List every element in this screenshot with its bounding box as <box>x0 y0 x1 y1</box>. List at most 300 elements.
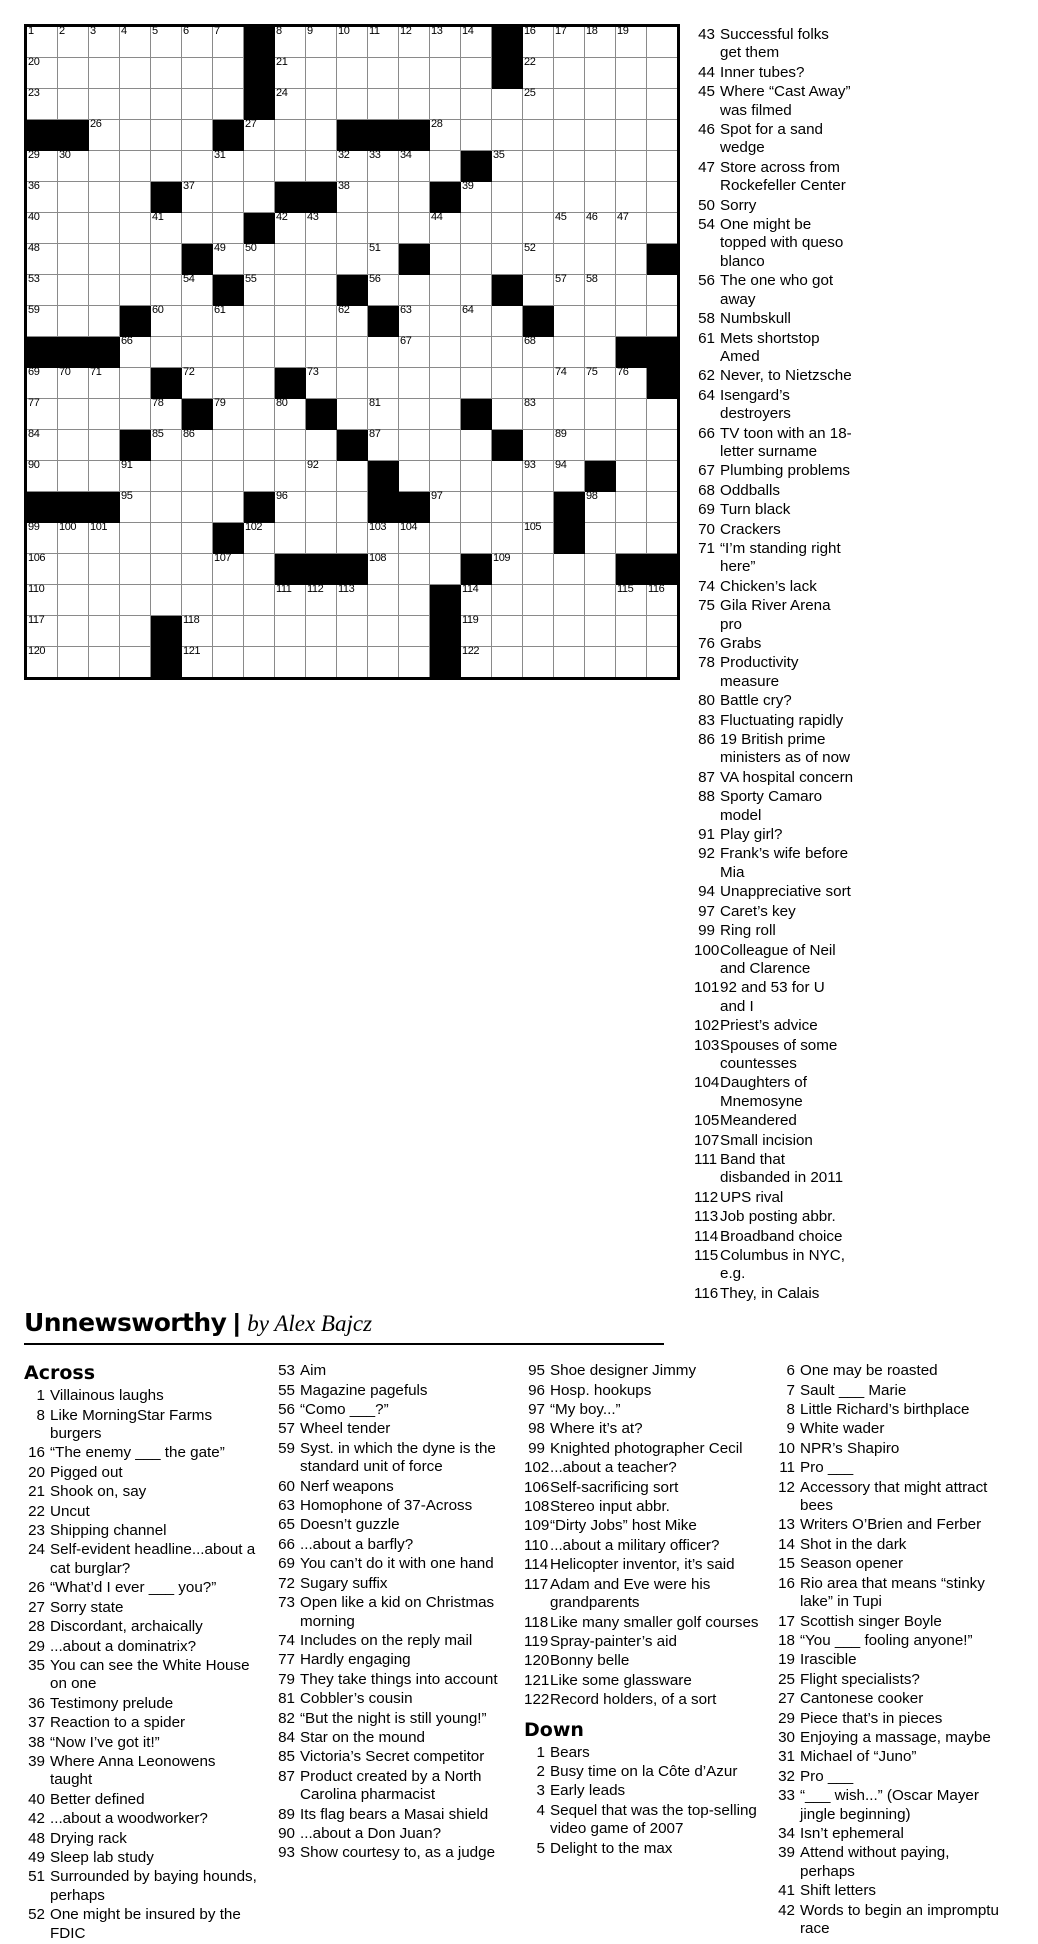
grid-cell[interactable] <box>368 89 399 120</box>
grid-cell[interactable] <box>213 647 244 679</box>
grid-cell[interactable] <box>213 306 244 337</box>
grid-cell[interactable] <box>306 461 337 492</box>
clue-item[interactable] <box>274 1729 510 1747</box>
grid-cell[interactable] <box>151 523 182 554</box>
grid-cell[interactable] <box>492 151 523 182</box>
grid-cell[interactable] <box>368 554 399 585</box>
grid-cell[interactable] <box>337 492 368 523</box>
grid-cell[interactable] <box>616 244 647 275</box>
grid-cell[interactable] <box>58 430 89 461</box>
grid-cell[interactable] <box>182 616 213 647</box>
clue-item[interactable] <box>694 310 854 328</box>
clue-item[interactable] <box>524 1498 760 1516</box>
grid-cell[interactable] <box>461 182 492 213</box>
clue-item[interactable] <box>694 769 854 787</box>
grid-cell[interactable] <box>399 399 430 430</box>
grid-cell[interactable] <box>399 461 430 492</box>
grid-cell[interactable] <box>26 430 58 461</box>
grid-cell[interactable] <box>89 89 120 120</box>
clue-item[interactable] <box>274 1671 510 1689</box>
grid-cell[interactable] <box>120 244 151 275</box>
grid-cell[interactable] <box>616 306 647 337</box>
grid-cell[interactable] <box>430 58 461 89</box>
clue-item[interactable] <box>694 635 854 653</box>
grid-cell[interactable] <box>368 244 399 275</box>
grid-cell[interactable] <box>523 244 554 275</box>
clue-item[interactable] <box>694 692 854 710</box>
grid-cell[interactable] <box>585 492 616 523</box>
grid-cell[interactable] <box>306 647 337 679</box>
grid-cell[interactable] <box>585 89 616 120</box>
grid-cell[interactable] <box>58 89 89 120</box>
grid-cell[interactable] <box>616 647 647 679</box>
grid-cell[interactable] <box>244 182 275 213</box>
grid-cell[interactable] <box>244 244 275 275</box>
clue-item[interactable] <box>774 1729 1002 1747</box>
grid-cell[interactable] <box>523 151 554 182</box>
grid-cell[interactable] <box>647 120 679 151</box>
grid-cell[interactable] <box>306 213 337 244</box>
grid-cell[interactable] <box>616 616 647 647</box>
grid-cell[interactable] <box>275 585 306 616</box>
grid-cell[interactable] <box>89 306 120 337</box>
clue-item[interactable] <box>524 1362 760 1380</box>
grid-cell[interactable] <box>647 585 679 616</box>
grid-cell[interactable] <box>89 616 120 647</box>
grid-cell[interactable] <box>523 430 554 461</box>
grid-cell[interactable] <box>89 26 120 58</box>
clue-item[interactable] <box>274 1516 510 1534</box>
grid-cell[interactable] <box>647 461 679 492</box>
grid-cell[interactable] <box>523 492 554 523</box>
grid-cell[interactable] <box>616 151 647 182</box>
clue-item[interactable] <box>774 1382 1002 1400</box>
grid-cell[interactable] <box>461 58 492 89</box>
grid-cell[interactable] <box>585 523 616 554</box>
clue-item[interactable] <box>774 1671 1002 1689</box>
clue-item[interactable] <box>774 1575 1002 1612</box>
grid-cell[interactable] <box>585 182 616 213</box>
grid-cell[interactable] <box>151 430 182 461</box>
grid-cell[interactable] <box>523 89 554 120</box>
grid-cell[interactable] <box>151 585 182 616</box>
clue-item[interactable] <box>24 1657 260 1694</box>
grid-cell[interactable] <box>554 368 585 399</box>
grid-cell[interactable] <box>368 647 399 679</box>
grid-cell[interactable] <box>89 151 120 182</box>
grid-cell[interactable] <box>275 647 306 679</box>
clue-item[interactable] <box>694 1285 854 1303</box>
grid-cell[interactable] <box>492 616 523 647</box>
grid-cell[interactable] <box>151 244 182 275</box>
grid-cell[interactable] <box>58 368 89 399</box>
grid-cell[interactable] <box>58 58 89 89</box>
grid-cell[interactable] <box>337 368 368 399</box>
grid-cell[interactable] <box>213 213 244 244</box>
clue-item[interactable] <box>694 216 854 271</box>
grid-cell[interactable] <box>585 585 616 616</box>
grid-cell[interactable] <box>337 89 368 120</box>
grid-cell[interactable] <box>120 399 151 430</box>
grid-cell[interactable] <box>430 461 461 492</box>
clue-item[interactable] <box>694 1017 854 1035</box>
grid-cell[interactable] <box>58 523 89 554</box>
grid-cell[interactable] <box>430 213 461 244</box>
grid-cell[interactable] <box>399 585 430 616</box>
grid-cell[interactable] <box>399 26 430 58</box>
grid-cell[interactable] <box>461 306 492 337</box>
grid-cell[interactable] <box>182 337 213 368</box>
grid-cell[interactable] <box>182 585 213 616</box>
clue-item[interactable] <box>694 979 854 1016</box>
grid-cell[interactable] <box>26 244 58 275</box>
clue-item[interactable] <box>24 1503 260 1521</box>
grid-cell[interactable] <box>58 213 89 244</box>
grid-cell[interactable] <box>213 585 244 616</box>
grid-cell[interactable] <box>213 182 244 213</box>
grid-cell[interactable] <box>523 616 554 647</box>
grid-cell[interactable] <box>26 523 58 554</box>
grid-cell[interactable] <box>306 337 337 368</box>
clue-item[interactable] <box>774 1748 1002 1766</box>
grid-cell[interactable] <box>89 399 120 430</box>
grid-cell[interactable] <box>337 213 368 244</box>
clue-item[interactable] <box>694 1151 854 1188</box>
grid-cell[interactable] <box>275 523 306 554</box>
grid-cell[interactable] <box>89 58 120 89</box>
grid-cell[interactable] <box>461 492 492 523</box>
grid-cell[interactable] <box>461 585 492 616</box>
grid-cell[interactable] <box>26 58 58 89</box>
clue-item[interactable] <box>694 482 854 500</box>
grid-cell[interactable] <box>182 461 213 492</box>
grid-cell[interactable] <box>337 151 368 182</box>
clue-item[interactable] <box>694 712 854 730</box>
grid-cell[interactable] <box>58 461 89 492</box>
clue-item[interactable] <box>274 1362 510 1380</box>
grid-cell[interactable] <box>306 492 337 523</box>
clue-item[interactable] <box>694 521 854 539</box>
grid-cell[interactable] <box>58 151 89 182</box>
grid-cell[interactable] <box>585 151 616 182</box>
grid-cell[interactable] <box>523 399 554 430</box>
clue-item[interactable] <box>24 1407 260 1444</box>
grid-cell[interactable] <box>492 213 523 244</box>
grid-cell[interactable] <box>430 151 461 182</box>
grid-cell[interactable] <box>461 616 492 647</box>
clue-item[interactable] <box>774 1768 1002 1786</box>
grid-cell[interactable] <box>399 430 430 461</box>
clue-item[interactable] <box>524 1459 760 1477</box>
clue-item[interactable] <box>274 1420 510 1438</box>
grid-cell[interactable] <box>523 213 554 244</box>
clue-item[interactable] <box>694 501 854 519</box>
grid-cell[interactable] <box>213 337 244 368</box>
grid-cell[interactable] <box>89 213 120 244</box>
grid-cell[interactable] <box>306 244 337 275</box>
grid-cell[interactable] <box>554 399 585 430</box>
grid-cell[interactable] <box>275 89 306 120</box>
grid-cell[interactable] <box>26 647 58 679</box>
grid-cell[interactable] <box>120 461 151 492</box>
clue-item[interactable] <box>774 1882 1002 1900</box>
grid-cell[interactable] <box>585 213 616 244</box>
grid-cell[interactable] <box>492 244 523 275</box>
clue-item[interactable] <box>694 64 854 82</box>
grid-cell[interactable] <box>151 461 182 492</box>
grid-cell[interactable] <box>585 399 616 430</box>
grid-cell[interactable] <box>430 26 461 58</box>
grid-cell[interactable] <box>616 213 647 244</box>
crossword-grid[interactable] <box>24 24 680 680</box>
grid-cell[interactable] <box>554 585 585 616</box>
clue-item[interactable] <box>694 883 854 901</box>
grid-cell[interactable] <box>616 26 647 58</box>
grid-cell[interactable] <box>647 89 679 120</box>
grid-cell[interactable] <box>275 151 306 182</box>
clue-item[interactable] <box>524 1744 760 1762</box>
grid-cell[interactable] <box>182 275 213 306</box>
grid-cell[interactable] <box>275 337 306 368</box>
clue-item[interactable] <box>774 1401 1002 1419</box>
grid-cell[interactable] <box>337 337 368 368</box>
grid-cell[interactable] <box>151 492 182 523</box>
clue-item[interactable] <box>774 1555 1002 1573</box>
grid-cell[interactable] <box>213 492 244 523</box>
grid-cell[interactable] <box>182 430 213 461</box>
grid-cell[interactable] <box>120 368 151 399</box>
clue-item[interactable] <box>694 272 854 309</box>
grid-cell[interactable] <box>58 306 89 337</box>
grid-cell[interactable] <box>120 58 151 89</box>
grid-cell[interactable] <box>244 399 275 430</box>
grid-cell[interactable] <box>399 647 430 679</box>
grid-cell[interactable] <box>616 275 647 306</box>
grid-cell[interactable] <box>368 58 399 89</box>
clue-item[interactable] <box>274 1748 510 1766</box>
grid-cell[interactable] <box>616 182 647 213</box>
grid-cell[interactable] <box>585 368 616 399</box>
grid-cell[interactable] <box>182 523 213 554</box>
clue-item[interactable] <box>694 731 854 768</box>
clue-item[interactable] <box>524 1672 760 1690</box>
clue-item[interactable] <box>774 1613 1002 1631</box>
grid-cell[interactable] <box>275 213 306 244</box>
clue-item[interactable] <box>694 197 854 215</box>
grid-cell[interactable] <box>368 368 399 399</box>
clue-item[interactable] <box>274 1536 510 1554</box>
grid-cell[interactable] <box>554 616 585 647</box>
grid-cell[interactable] <box>585 244 616 275</box>
clue-item[interactable] <box>694 1247 854 1284</box>
grid-cell[interactable] <box>26 26 58 58</box>
clue-item[interactable] <box>24 1868 260 1905</box>
grid-cell[interactable] <box>616 492 647 523</box>
grid-cell[interactable] <box>213 368 244 399</box>
grid-cell[interactable] <box>616 120 647 151</box>
grid-cell[interactable] <box>337 616 368 647</box>
clue-item[interactable] <box>524 1576 760 1613</box>
grid-cell[interactable] <box>337 647 368 679</box>
grid-cell[interactable] <box>151 275 182 306</box>
grid-cell[interactable] <box>244 647 275 679</box>
grid-cell[interactable] <box>368 213 399 244</box>
grid-cell[interactable] <box>647 151 679 182</box>
clue-item[interactable] <box>694 425 854 462</box>
grid-cell[interactable] <box>120 213 151 244</box>
grid-cell[interactable] <box>244 430 275 461</box>
grid-cell[interactable] <box>492 182 523 213</box>
clue-item[interactable] <box>274 1555 510 1573</box>
grid-cell[interactable] <box>89 461 120 492</box>
grid-cell[interactable] <box>647 275 679 306</box>
grid-cell[interactable] <box>151 337 182 368</box>
clue-item[interactable] <box>24 1483 260 1501</box>
grid-cell[interactable] <box>492 554 523 585</box>
grid-cell[interactable] <box>647 523 679 554</box>
clue-item[interactable] <box>274 1401 510 1419</box>
clue-item[interactable] <box>774 1632 1002 1650</box>
grid-cell[interactable] <box>26 182 58 213</box>
grid-cell[interactable] <box>554 89 585 120</box>
clue-item[interactable] <box>24 1464 260 1482</box>
clue-item[interactable] <box>524 1537 760 1555</box>
clue-item[interactable] <box>774 1536 1002 1554</box>
clue-item[interactable] <box>524 1420 760 1438</box>
grid-cell[interactable] <box>275 461 306 492</box>
grid-cell[interactable] <box>554 647 585 679</box>
grid-cell[interactable] <box>368 523 399 554</box>
clue-item[interactable] <box>694 578 854 596</box>
grid-cell[interactable] <box>523 461 554 492</box>
grid-cell[interactable] <box>461 647 492 679</box>
grid-cell[interactable] <box>616 399 647 430</box>
grid-cell[interactable] <box>306 585 337 616</box>
grid-cell[interactable] <box>368 337 399 368</box>
grid-cell[interactable] <box>399 523 430 554</box>
grid-cell[interactable] <box>554 182 585 213</box>
grid-cell[interactable] <box>523 554 554 585</box>
grid-cell[interactable] <box>399 368 430 399</box>
grid-cell[interactable] <box>461 368 492 399</box>
clue-item[interactable] <box>24 1849 260 1867</box>
grid-cell[interactable] <box>461 244 492 275</box>
grid-cell[interactable] <box>275 616 306 647</box>
grid-cell[interactable] <box>244 523 275 554</box>
grid-cell[interactable] <box>306 151 337 182</box>
clue-item[interactable] <box>24 1695 260 1713</box>
grid-cell[interactable] <box>492 368 523 399</box>
clue-item[interactable] <box>274 1382 510 1400</box>
grid-cell[interactable] <box>89 182 120 213</box>
grid-cell[interactable] <box>120 647 151 679</box>
clue-item[interactable] <box>694 788 854 825</box>
grid-cell[interactable] <box>399 58 430 89</box>
grid-cell[interactable] <box>89 647 120 679</box>
grid-cell[interactable] <box>554 430 585 461</box>
grid-cell[interactable] <box>647 616 679 647</box>
clue-item[interactable] <box>24 1810 260 1828</box>
clue-item[interactable] <box>694 826 854 844</box>
grid-cell[interactable] <box>647 58 679 89</box>
grid-cell[interactable] <box>616 430 647 461</box>
grid-cell[interactable] <box>430 244 461 275</box>
clue-item[interactable] <box>524 1691 760 1709</box>
grid-cell[interactable] <box>647 399 679 430</box>
grid-cell[interactable] <box>151 306 182 337</box>
grid-cell[interactable] <box>89 523 120 554</box>
grid-cell[interactable] <box>430 275 461 306</box>
grid-cell[interactable] <box>554 58 585 89</box>
grid-cell[interactable] <box>213 151 244 182</box>
grid-cell[interactable] <box>275 306 306 337</box>
grid-cell[interactable] <box>399 306 430 337</box>
clue-item[interactable] <box>24 1579 260 1597</box>
grid-cell[interactable] <box>616 585 647 616</box>
clue-item[interactable] <box>274 1768 510 1805</box>
grid-cell[interactable] <box>89 275 120 306</box>
grid-cell[interactable] <box>554 244 585 275</box>
grid-cell[interactable] <box>213 399 244 430</box>
grid-cell[interactable] <box>337 523 368 554</box>
grid-cell[interactable] <box>492 120 523 151</box>
grid-cell[interactable] <box>430 337 461 368</box>
grid-cell[interactable] <box>89 585 120 616</box>
clue-item[interactable] <box>24 1906 260 1943</box>
clue-item[interactable] <box>694 597 854 634</box>
clue-item[interactable] <box>524 1763 760 1781</box>
grid-cell[interactable] <box>461 120 492 151</box>
grid-cell[interactable] <box>461 89 492 120</box>
clue-item[interactable] <box>694 540 854 577</box>
grid-cell[interactable] <box>244 151 275 182</box>
clue-item[interactable] <box>694 462 854 480</box>
grid-cell[interactable] <box>368 182 399 213</box>
grid-cell[interactable] <box>306 368 337 399</box>
grid-cell[interactable] <box>368 275 399 306</box>
grid-cell[interactable] <box>275 244 306 275</box>
grid-cell[interactable] <box>120 554 151 585</box>
grid-cell[interactable] <box>306 120 337 151</box>
grid-cell[interactable] <box>585 306 616 337</box>
grid-cell[interactable] <box>492 523 523 554</box>
grid-cell[interactable] <box>306 275 337 306</box>
grid-cell[interactable] <box>182 306 213 337</box>
grid-cell[interactable] <box>523 120 554 151</box>
grid-cell[interactable] <box>585 26 616 58</box>
clue-item[interactable] <box>274 1575 510 1593</box>
grid-cell[interactable] <box>26 461 58 492</box>
clue-item[interactable] <box>774 1787 1002 1824</box>
grid-cell[interactable] <box>213 26 244 58</box>
grid-cell[interactable] <box>275 430 306 461</box>
grid-cell[interactable] <box>430 120 461 151</box>
grid-cell[interactable] <box>151 120 182 151</box>
grid-cell[interactable] <box>213 616 244 647</box>
clue-item[interactable] <box>274 1825 510 1843</box>
grid-cell[interactable] <box>554 306 585 337</box>
grid-cell[interactable] <box>26 399 58 430</box>
grid-cell[interactable] <box>182 213 213 244</box>
clue-item[interactable] <box>694 845 854 882</box>
grid-cell[interactable] <box>213 554 244 585</box>
clue-item[interactable] <box>24 1734 260 1752</box>
grid-cell[interactable] <box>337 182 368 213</box>
clue-item[interactable] <box>694 1228 854 1246</box>
clue-item[interactable] <box>524 1633 760 1651</box>
grid-cell[interactable] <box>306 616 337 647</box>
grid-cell[interactable] <box>337 399 368 430</box>
